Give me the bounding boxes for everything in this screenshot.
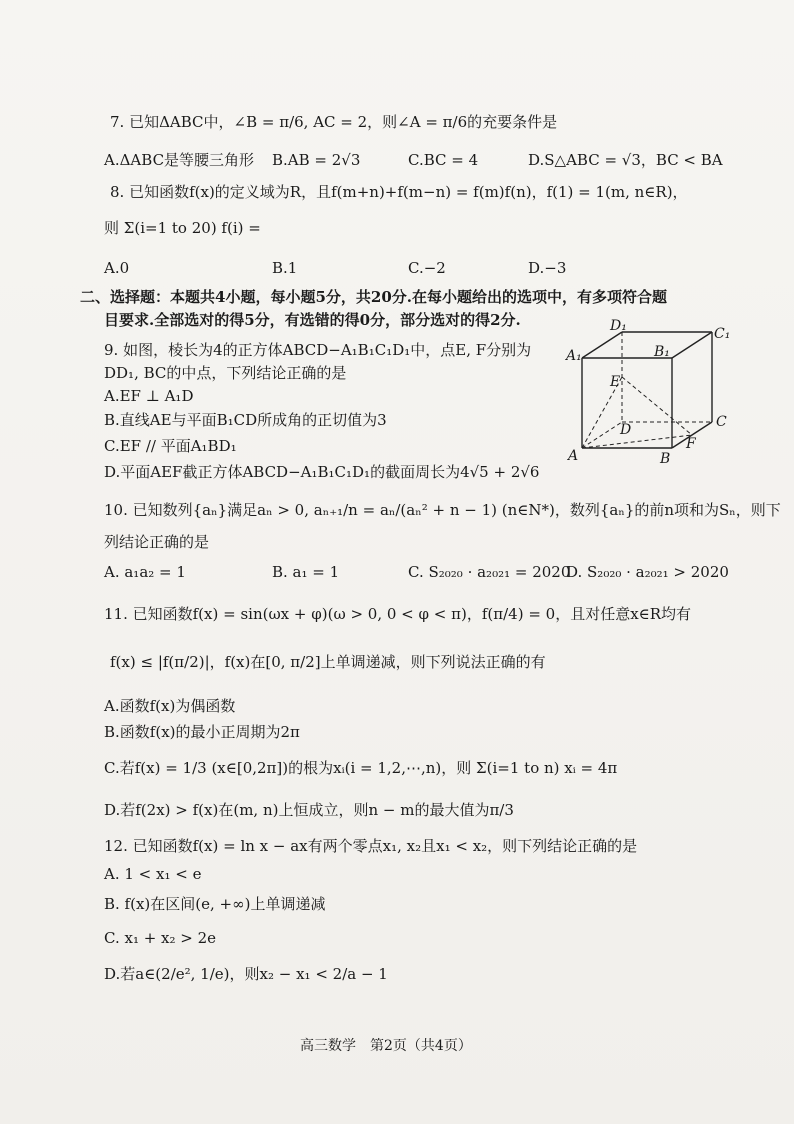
q10-option-d: D. S₂₀₂₀ · a₂₀₂₁ > 2020 [566,563,729,581]
q10-stem-line1: 10. 已知数列{aₙ}满足aₙ > 0, aₙ₊₁/n = aₙ/(aₙ² + n − 1) (n∈N*)，数列{aₙ}的前n项和为Sₙ，则下 [104,501,781,519]
section-2-heading-line1: 二、选择题：本题共4小题，每小题5分，共20分.在每小题给出的选项中，有多项符合题 [80,288,667,306]
q8-option-d: D.−3 [528,259,567,277]
edge-a1d1 [582,332,622,358]
q11-option-c: C.若f(x) = 1/3 (x∈[0,2π])的根为xᵢ(i = 1,2,⋯,n)，则 Σ(i=1 to n) xᵢ = 4π [104,759,618,777]
q10-stem-line2: 列结论正确的是 [104,533,210,551]
label-c1: C₁ [714,326,731,342]
label-c: C [716,414,727,430]
label-d1: D₁ [610,318,627,334]
q8-option-b: B.1 [272,259,298,277]
q7-option-a: A.ΔABC是等腰三角形 [104,151,255,169]
label-e: E [610,374,621,390]
q12-option-b: B. f(x)在区间(e, +∞)上单调递减 [104,895,326,913]
label-b1: B₁ [654,344,670,360]
q9-option-b: B.直线AE与平面B₁CD所成角的正切值为3 [104,411,387,429]
q12-option-c: C. x₁ + x₂ > 2e [104,929,217,947]
label-b: B [660,451,671,467]
q7-option-d: D.S△ABC = √3，BC < BA [528,151,723,169]
q9-option-a: A.EF ⊥ A₁D [104,387,194,405]
q9-stem-line2: DD₁, BC的中点，下列结论正确的是 [104,364,347,382]
q7-option-b: B.AB = 2√3 [272,151,361,169]
q12-option-d: D.若a∈(2/e², 1/e)，则x₂ − x₁ < 2/a − 1 [104,965,388,983]
q11-option-a: A.函数f(x)为偶函数 [104,697,236,715]
q11-option-b: B.函数f(x)的最小正周期为2π [104,723,300,741]
q9-stem-line1: 9. 如图，棱长为4的正方体ABCD−A₁B₁C₁D₁中，点E, F分别为 [104,341,532,359]
q8-option-a: A.0 [104,259,130,277]
q9-option-c: C.EF // 平面A₁BD₁ [104,437,237,455]
q7-option-c: C.BC = 4 [408,151,479,169]
cube-figure [562,318,732,468]
q12-option-a: A. 1 < x₁ < e [104,865,202,883]
q8-option-c: C.−2 [408,259,446,277]
q11-stem-line2: f(x) ≤ |f(π/2)|，f(x)在[0, π/2]上单调递减，则下列说法正确的有 [110,653,546,671]
q7-stem: 7. 已知ΔABC中，∠B = π/6, AC = 2，则∠A = π/6的充要条件是 [110,113,558,131]
page-footer: 高三数学 第2页（共4页） [300,1038,472,1054]
q12-stem: 12. 已知函数f(x) = ln x − ax有两个零点x₁, x₂且x₁ < x₂，则下列结论正确的是 [104,837,638,855]
label-a: A [568,448,579,464]
q9-option-d: D.平面AEF截正方体ABCD−A₁B₁C₁D₁的截面周长为4√5 + 2√6 [104,463,540,481]
label-d: D [620,422,632,438]
q8-stem-sum: 则 Σ(i=1 to 20) f(i) = [104,219,261,237]
section-2-heading-line2: 目要求.全部选对的得5分，有选错的得0分，部分选对的得2分. [104,311,521,329]
label-f: F [686,436,696,452]
edge-b1c1 [672,332,712,358]
q8-stem: 8. 已知函数f(x)的定义域为R，且f(m+n)+f(m−n) = f(m)f(n)，f(1) = 1(m, n∈R)， [110,183,688,201]
label-a1: A₁ [566,348,582,364]
q11-option-d: D.若f(2x) > f(x)在(m, n)上恒成立，则n − m的最大值为π/3 [104,801,514,819]
q10-option-a: A. a₁a₂ = 1 [104,563,186,581]
q10-option-b: B. a₁ = 1 [272,563,340,581]
segment-ef [622,377,692,435]
q10-option-c: C. S₂₀₂₀ · a₂₀₂₁ = 2020 [408,563,571,581]
q11-stem-line1: 11. 已知函数f(x) = sin(ωx + φ)(ω > 0, 0 < φ < π)，f(π/4) = 0，且对任意x∈R均有 [104,605,692,623]
edge-ad [582,422,622,448]
